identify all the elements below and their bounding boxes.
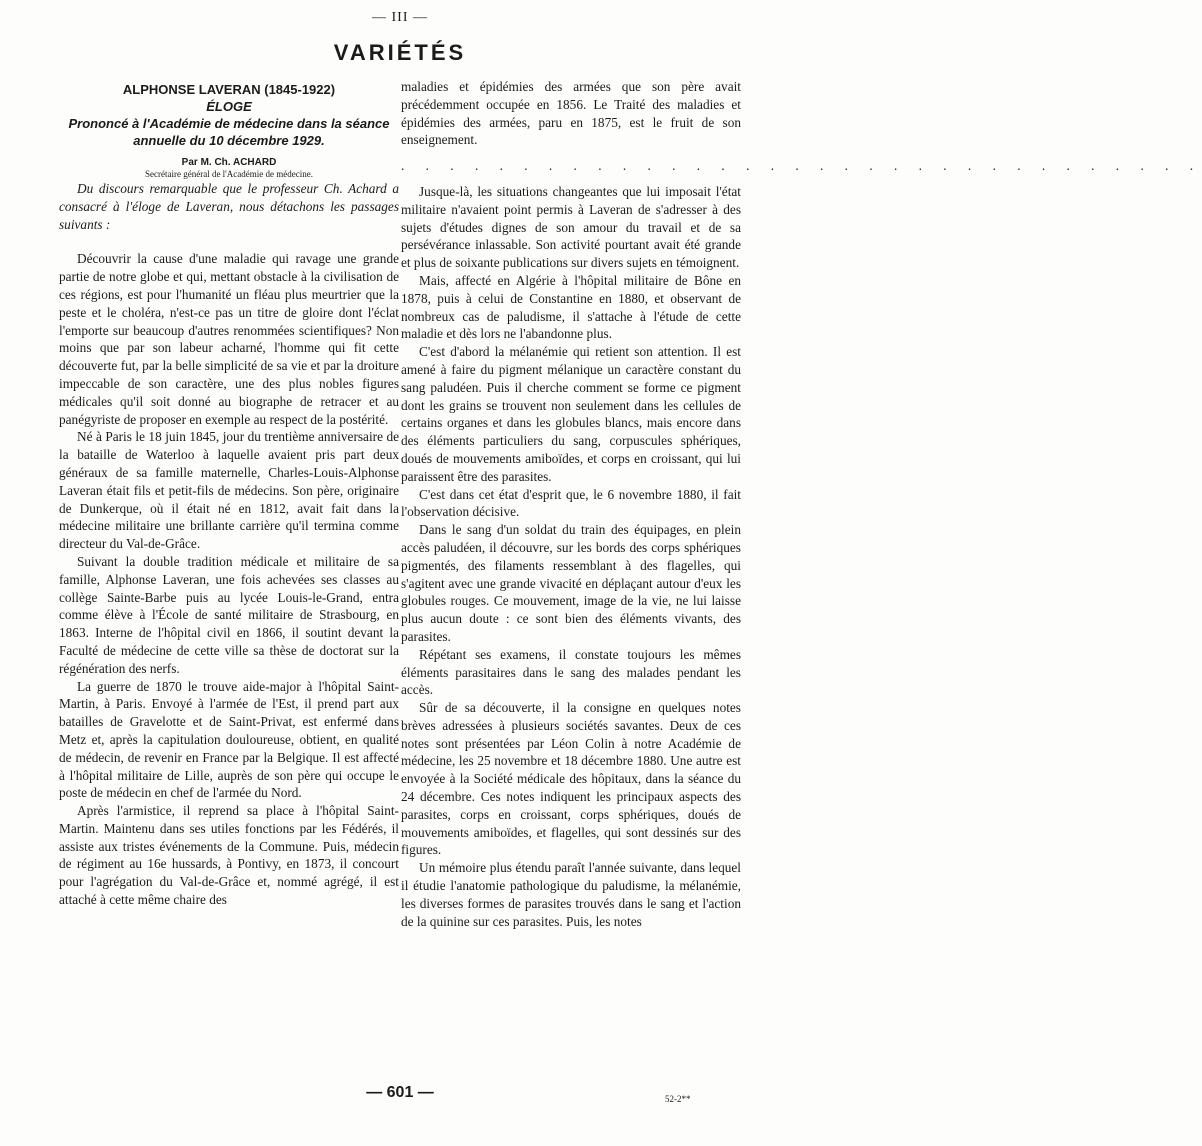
roman-page-number: — III —: [372, 10, 428, 25]
body-paragraph-continued: maladies et épidémies des armées que son père avait précédemment occupée en 1856. Le Traité des maladies et épidémies des armées, paru en 1875, est le fruit de son enseignement.: [401, 79, 741, 148]
section-title: VARIÉTÉS: [333, 40, 467, 65]
body-paragraph: C'est dans cet état d'esprit que, le 6 novembre 1880, il fait l'observation décisive.: [401, 486, 741, 520]
body-paragraph: Dans le sang d'un soldat du train des équipages, en plein accès paludéen, il découvre, sur les bords des corps sphériques pigmentés, des filaments ressemblant à des flagelles, qui s'agitent avec une grande vivacité en déplaçant autour d'eux les globules rouges. Ce mouvement, image de la vie, ne lui laisse plus aucun doute : ce sont bien des éléments vivants, des parasites.: [401, 522, 741, 644]
body-paragraph: Jusque-là, les situations changeantes que lui imposait l'état militaire n'avaient point permis à Laveran de s'adresser à des sujets d'études dignes de son amour du travail et de sa persévérance inlassable. Son activité pourtant avait été grande et plus de soixante publications sur divers sujets en témoignent.: [401, 183, 741, 271]
print-code: 52-2**: [665, 1094, 691, 1104]
body-paragraph: Après l'armistice, il reprend sa place à l'hôpital Saint-Martin. Maintenu dans ses utiles fonctions par les Fédérés, il assiste aux tristes événements de la Commune. Puis, médecin de régiment au 16e hussards, à Pontivy, en 1873, il concourt pour l'agrégation du Val-de-Grâce et, nommé agrégé, il est attaché à cette même chaire des: [59, 803, 399, 908]
ellipsis-separator: . . . . . . . . . . . . . . . . . . . . . . . . . . . . . . . . .: [401, 158, 1202, 174]
page-number: — 601 —: [366, 1084, 434, 1101]
body-paragraph: Répétant ses examens, il constate toujours les mêmes éléments parasitaires dans le sang des malades pendant les accès.: [401, 646, 741, 698]
author-role: Secrétaire général de l'Académie de médecine.: [144, 169, 314, 179]
right-column: [401, 78, 1202, 930]
body-paragraph: Un mémoire plus étendu paraît l'année suivante, dans lequel il étudie l'anatomie pathologique du paludisme, la mélanémie, les diverses formes de parasites trouvés dans le sang et l'action de la quinine sur ces parasites. Puis, les notes: [401, 860, 741, 929]
editorial-intro: Du discours remarquable que le professeur Ch. Achard a consacré à l'éloge de Laveran, nous détachons les passages suivants :: [59, 181, 399, 232]
body-paragraph: Né à Paris le 18 juin 1845, jour du trentième anniversaire de la bataille de Waterloo à laquelle avaient pris part deux généraux de sa famille maternelle, Charles-Louis-Alphonse Laveran était fils et petit-fils de médecins. Son père, originaire de Dunkerque, où il était né en 1812, avait fait dans la médecine militaire une brillante carrière qu'il termina comme directeur du Val-de-Grâce.: [59, 429, 399, 552]
body-paragraph: La guerre de 1870 le trouve aide-major à l'hôpital Saint-Martin, à Paris. Envoyé à l'armée de l'Est, il prend part aux batailles de Gravelotte et de Saint-Privat, est enfermé dans Metz et, après la capitulation douloureuse, obtient, en qualité de médecin, de revenir en France par la Belgique. Il est affecté à l'hôpital militaire de Lille, auprès de son père qui occupe le poste de médecin en chef de l'armée du Nord.: [59, 678, 399, 801]
article-title: ALPHONSE LAVERAN (1845-1922): [122, 82, 336, 97]
body-paragraph: Découvrir la cause d'une maladie qui ravage une grande partie de notre globe et qui, mettant obstacle à la civilisation de ces régions, est pour l'humanité un fléau plus meurtrier que la peste et le choléra, n'est-ce pas un titre de gloire dont l'éclat l'emporte sur beaucoup d'autres renommées scientifiques? Non moins que par son labeur acharné, l'homme qui fit cette découverte fut, par la belle simplicité de sa vie et par la droiture impeccable de son caractère, une des plus nobles figures médicales qu'il soit donné au biographe de retracer et au panégyriste de proposer en exemple au respect de la postérité.: [59, 251, 399, 427]
left-column: [59, 80, 399, 909]
body-paragraph: C'est d'abord la mélanémie qui retient son attention. Il est amené à faire du pigment mélanique un caractère constant du sang paludéen. Puis il cherche comment se forme ce pigment dont les grains se trouvent non seulement dans les cellules de certains organes et dans les globules blancs, mais encore dans des éléments particuliers du sang, corpuscules sphériques, doués de mouvements amiboïdes, et corps en croissant, qui lui paraissent être des parasites.: [401, 344, 741, 484]
author-byline: Par M. Ch. ACHARD: [181, 157, 277, 168]
article-subtitle: ÉLOGE: [206, 99, 252, 114]
body-paragraph: Mais, affecté en Algérie à l'hôpital militaire de Bône en 1878, puis à celui de Constantine en 1880, et observant de nombreux cas de paludisme, il s'attache à l'étude de cette maladie et dès lors ne l'abandonne plus.: [401, 272, 741, 342]
body-paragraph: Suivant la double tradition médicale et militaire de sa famille, Alphonse Laveran, une fois achevées ses classes au collège Sainte-Barbe puis au lycée Louis-le-Grand, entra comme élève à l'École de santé militaire de Strasbourg, en 1863. Interne de l'hôpital civil en 1866, il soutint devant la Faculté de médecine de cette ville sa thèse de doctorat sur la régénération des nerfs.: [59, 553, 399, 676]
spacer: [59, 233, 399, 250]
body-paragraph: Sûr de sa découverte, il la consigne en quelques notes brèves adressées à plusieurs sociétés savantes. Deux de ces notes sont présentées par Léon Colin à notre Académie de médecine, les 25 novembre et 18 décembre 1880. Une autre est envoyée à la Société médicale des hôpitaux, dans la séance du 24 décembre. Ces notes indiquent les principaux aspects des parasites, corps en croissant, corps sphériques, doués de mouvements amiboïdes, et flagelles, qui sont dessinés sur des figures.: [401, 700, 741, 858]
article-occasion: Prononcé à l'Académie de médecine dans la séance annuelle du 10 décembre 1929.: [68, 116, 390, 148]
